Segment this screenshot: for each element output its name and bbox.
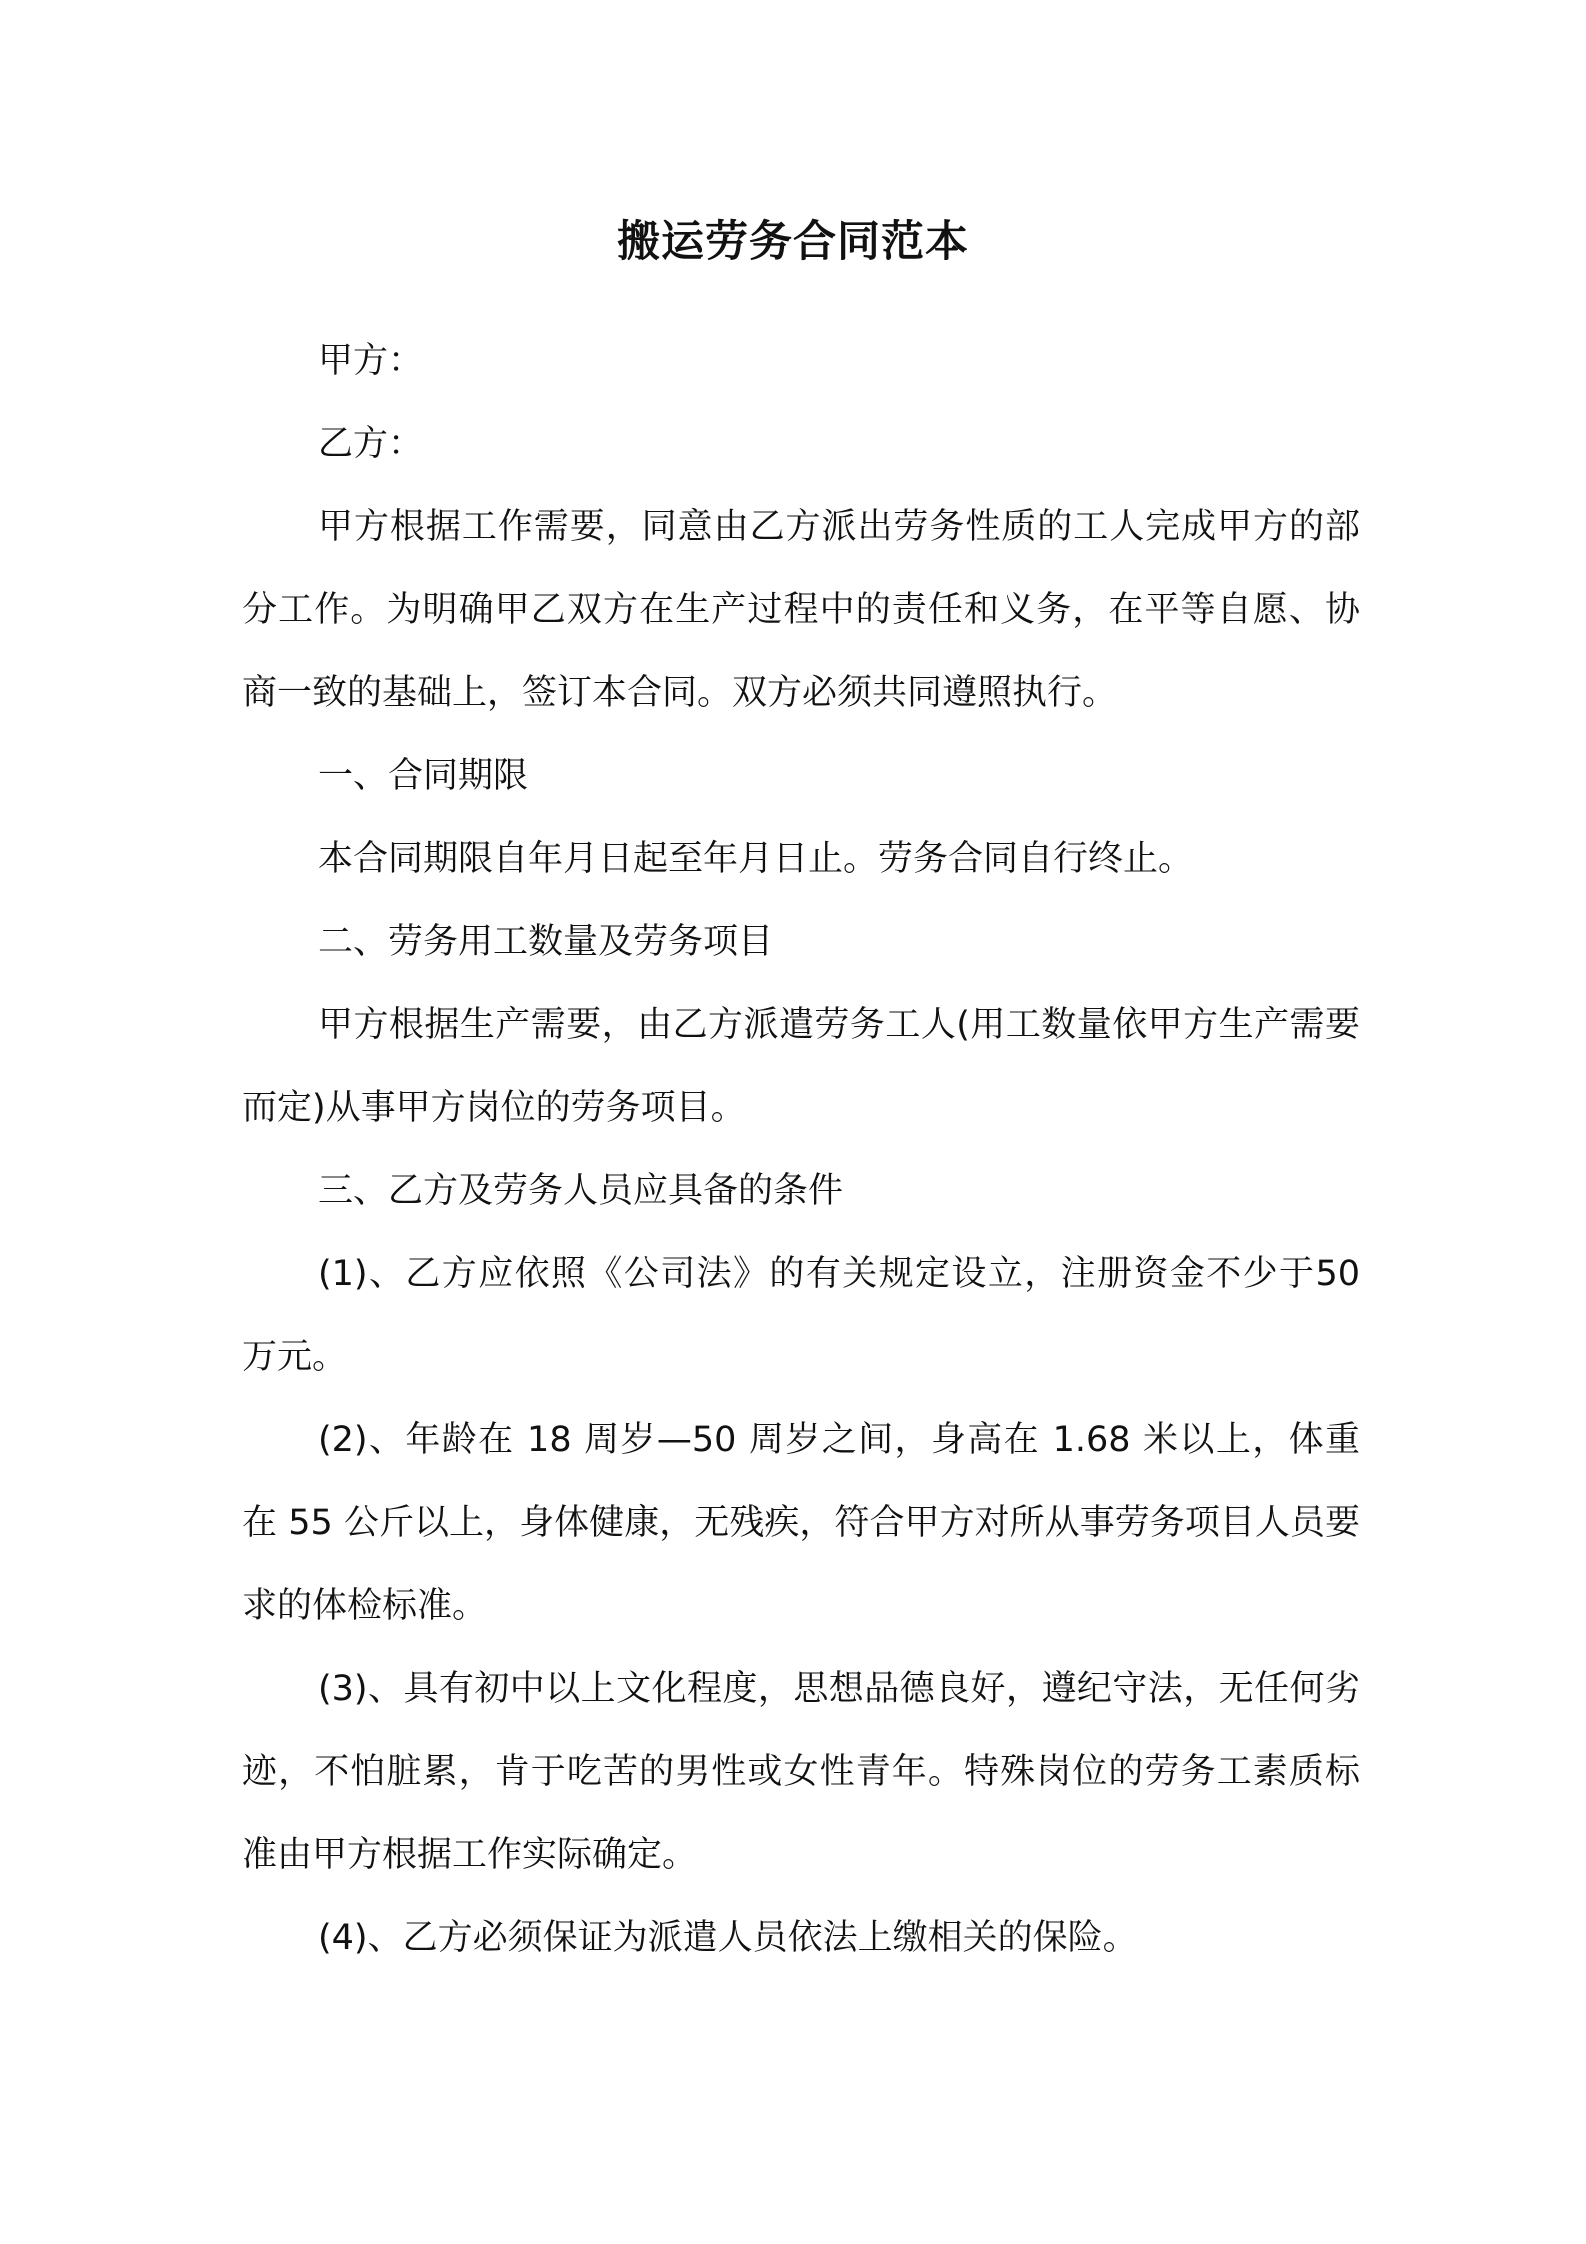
section-heading-conditions: 三、乙方及劳务人员应具备的条件	[318, 1171, 844, 1211]
condition-item-1: (1)、乙方应依照《公司法》的有关规定设立，注册资金不少于50 万元。	[242, 1254, 1360, 1377]
document-title: 搬运劳务合同范本	[617, 217, 969, 267]
document-body	[242, 320, 1360, 1980]
condition-item-2: (2)、年龄在 18 周岁—50 周岁之间，身高在 1.68 米以上，体重在 55 公斤以上，身体健康，无残疾，符合甲方对所从事劳务项目人员要求的体检标准。	[242, 1420, 1360, 1626]
labor-paragraph: 甲方根据生产需要，由乙方派遣劳务工人(用工数量依甲方生产需要而定)从事甲方岗位的劳务项目。	[242, 1005, 1360, 1128]
term-paragraph: 本合同期限自年月日起至年月日止。劳务合同自行终止。	[318, 839, 1194, 879]
party-a-line: 甲方：	[318, 341, 424, 381]
party-b-line: 乙方：	[318, 424, 424, 464]
section-heading-labor: 二、劳务用工数量及劳务项目	[318, 922, 774, 962]
condition-item-4: (4)、乙方必须保证为派遣人员依法上缴相关的保险。	[318, 1918, 1138, 1958]
condition-item-3: (3)、具有初中以上文化程度，思想品德良好，遵纪守法，无任何劣迹，不怕脏累，肯于吃苦的男性或女性青年。特殊岗位的劳务工素质标准由甲方根据工作实际确定。	[242, 1669, 1360, 1875]
preamble-paragraph: 甲方根据工作需要，同意由乙方派出劳务性质的工人完成甲方的部分工作。为明确甲乙双方在生产过程中的责任和义务，在平等自愿、协商一致的基础上，签订本合同。双方必须共同遵照执行。	[242, 507, 1360, 713]
section-heading-term: 一、合同期限	[318, 756, 529, 796]
